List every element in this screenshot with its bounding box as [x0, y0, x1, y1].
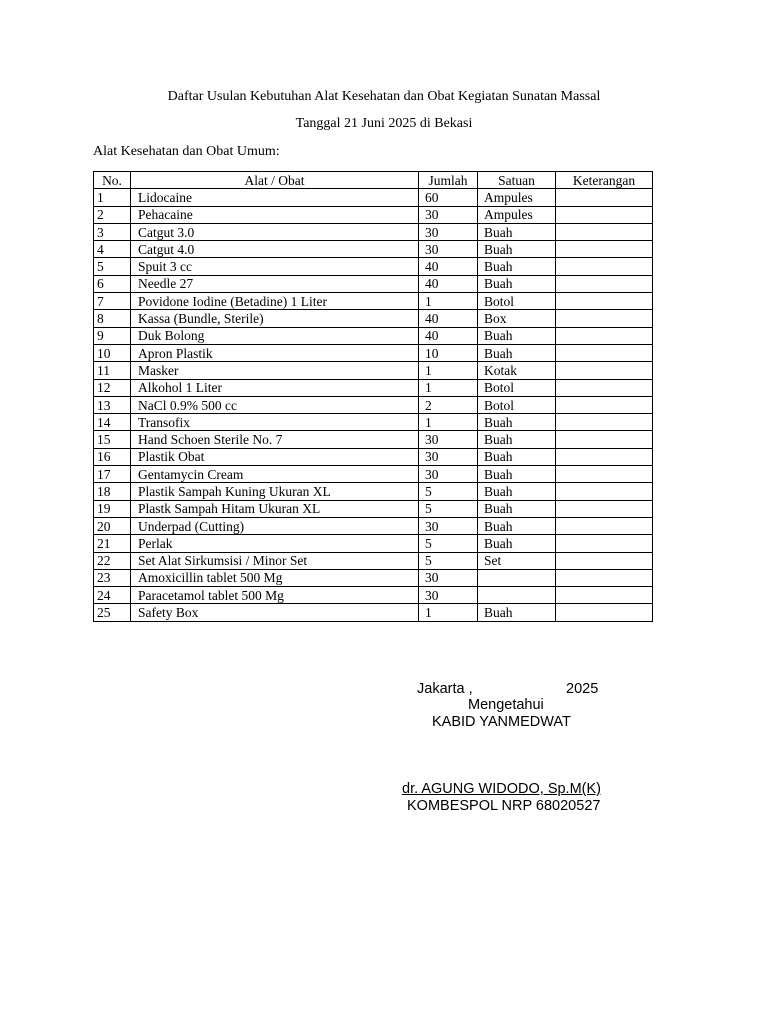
cell-unit — [478, 587, 556, 604]
cell-item: Kassa (Bundle, Sterile) — [131, 310, 419, 327]
cell-item: NaCl 0.9% 500 cc — [131, 396, 419, 413]
table-row — [94, 414, 653, 431]
table-row — [94, 258, 653, 275]
cell-unit: Botol — [478, 293, 556, 310]
table-row — [94, 466, 653, 483]
table-row — [94, 241, 653, 258]
cell-no: 12 — [94, 379, 131, 396]
table-row — [94, 500, 653, 517]
cell-no: 7 — [94, 293, 131, 310]
cell-note — [556, 258, 653, 275]
cell-no: 22 — [94, 552, 131, 569]
cell-note — [556, 293, 653, 310]
cell-unit: Buah — [478, 241, 556, 258]
table-row — [94, 569, 653, 586]
cell-item: Amoxicillin tablet 500 Mg — [131, 569, 419, 586]
cell-no: 23 — [94, 569, 131, 586]
cell-item: Masker — [131, 362, 419, 379]
cell-unit: Box — [478, 310, 556, 327]
cell-unit: Ampules — [478, 206, 556, 223]
cell-note — [556, 431, 653, 448]
signature-year: 2025 — [566, 681, 599, 697]
cell-note — [556, 223, 653, 240]
cell-item: Spuit 3 cc — [131, 258, 419, 275]
cell-item: Gentamycin Cream — [131, 466, 419, 483]
table-row — [94, 362, 653, 379]
cell-note — [556, 344, 653, 361]
cell-qty: 1 — [419, 293, 478, 310]
table-row — [94, 275, 653, 292]
cell-unit: Buah — [478, 500, 556, 517]
header-qty: Jumlah — [419, 172, 478, 189]
document-title: Daftar Usulan Kebutuhan Alat Kesehatan dan Obat Kegiatan Sunatan Massal — [167, 89, 601, 104]
document-date: Tanggal 21 Juni 2025 di Bekasi — [295, 116, 473, 131]
cell-note — [556, 379, 653, 396]
signature-acknowledged: Mengetahui — [468, 697, 544, 713]
cell-qty: 30 — [419, 448, 478, 465]
cell-no: 11 — [94, 362, 131, 379]
header-no: No. — [94, 172, 131, 189]
cell-no: 4 — [94, 241, 131, 258]
table-body — [94, 189, 653, 621]
cell-item: Apron Plastik — [131, 344, 419, 361]
header-unit: Satuan — [478, 172, 556, 189]
cell-no: 13 — [94, 396, 131, 413]
table-row — [94, 327, 653, 344]
cell-note — [556, 552, 653, 569]
cell-no: 14 — [94, 414, 131, 431]
table-row — [94, 396, 653, 413]
table-row — [94, 552, 653, 569]
cell-note — [556, 310, 653, 327]
cell-unit: Buah — [478, 517, 556, 534]
cell-qty: 40 — [419, 258, 478, 275]
cell-note — [556, 275, 653, 292]
cell-qty: 30 — [419, 223, 478, 240]
cell-unit: Buah — [478, 414, 556, 431]
cell-note — [556, 517, 653, 534]
cell-no: 1 — [94, 189, 131, 206]
cell-note — [556, 448, 653, 465]
table-row — [94, 344, 653, 361]
cell-unit: Buah — [478, 448, 556, 465]
cell-note — [556, 587, 653, 604]
cell-unit: Buah — [478, 258, 556, 275]
table-row — [94, 206, 653, 223]
cell-qty: 60 — [419, 189, 478, 206]
table-row — [94, 189, 653, 206]
cell-qty: 30 — [419, 569, 478, 586]
cell-item: Needle 27 — [131, 275, 419, 292]
cell-unit: Buah — [478, 604, 556, 621]
cell-item: Alkohol 1 Liter — [131, 379, 419, 396]
cell-no: 5 — [94, 258, 131, 275]
cell-item: Duk Bolong — [131, 327, 419, 344]
cell-qty: 30 — [419, 431, 478, 448]
cell-qty: 30 — [419, 206, 478, 223]
cell-qty: 1 — [419, 604, 478, 621]
cell-item: Catgut 3.0 — [131, 223, 419, 240]
cell-unit: Buah — [478, 483, 556, 500]
cell-no: 21 — [94, 535, 131, 552]
cell-item: Paracetamol tablet 500 Mg — [131, 587, 419, 604]
cell-unit: Buah — [478, 431, 556, 448]
table-row — [94, 483, 653, 500]
cell-unit: Set — [478, 552, 556, 569]
cell-note — [556, 189, 653, 206]
cell-unit: Kotak — [478, 362, 556, 379]
cell-unit: Buah — [478, 466, 556, 483]
cell-no: 2 — [94, 206, 131, 223]
cell-note — [556, 466, 653, 483]
cell-note — [556, 396, 653, 413]
table-row — [94, 587, 653, 604]
cell-note — [556, 569, 653, 586]
cell-item: Catgut 4.0 — [131, 241, 419, 258]
cell-qty: 30 — [419, 587, 478, 604]
cell-qty: 5 — [419, 500, 478, 517]
cell-no: 19 — [94, 500, 131, 517]
cell-item: Set Alat Sirkumsisi / Minor Set — [131, 552, 419, 569]
cell-no: 3 — [94, 223, 131, 240]
cell-no: 18 — [94, 483, 131, 500]
cell-unit: Botol — [478, 396, 556, 413]
table-row — [94, 293, 653, 310]
table-row — [94, 379, 653, 396]
cell-qty: 5 — [419, 535, 478, 552]
cell-qty: 1 — [419, 379, 478, 396]
cell-qty: 5 — [419, 552, 478, 569]
cell-unit: Botol — [478, 379, 556, 396]
cell-item: Plastik Sampah Kuning Ukuran XL — [131, 483, 419, 500]
cell-note — [556, 604, 653, 621]
section-label: Alat Kesehatan dan Obat Umum: — [93, 144, 280, 159]
table-row — [94, 517, 653, 534]
cell-no: 20 — [94, 517, 131, 534]
cell-unit: Buah — [478, 275, 556, 292]
cell-no: 15 — [94, 431, 131, 448]
table-row — [94, 431, 653, 448]
cell-item: Povidone Iodine (Betadine) 1 Liter — [131, 293, 419, 310]
cell-qty: 30 — [419, 517, 478, 534]
cell-note — [556, 327, 653, 344]
cell-unit: Ampules — [478, 189, 556, 206]
cell-item: Hand Schoen Sterile No. 7 — [131, 431, 419, 448]
cell-item: Perlak — [131, 535, 419, 552]
signature-role: KABID YANMEDWAT — [432, 714, 571, 730]
cell-qty: 2 — [419, 396, 478, 413]
cell-qty: 5 — [419, 483, 478, 500]
cell-note — [556, 500, 653, 517]
table-row — [94, 535, 653, 552]
cell-item: Underpad (Cutting) — [131, 517, 419, 534]
cell-qty: 40 — [419, 310, 478, 327]
cell-no: 25 — [94, 604, 131, 621]
cell-qty: 1 — [419, 362, 478, 379]
cell-qty: 30 — [419, 466, 478, 483]
items-table — [93, 171, 653, 622]
cell-no: 24 — [94, 587, 131, 604]
table-row — [94, 223, 653, 240]
cell-qty: 1 — [419, 414, 478, 431]
cell-unit: Buah — [478, 344, 556, 361]
cell-item: Safety Box — [131, 604, 419, 621]
cell-note — [556, 241, 653, 258]
cell-no: 17 — [94, 466, 131, 483]
cell-no: 8 — [94, 310, 131, 327]
cell-note — [556, 362, 653, 379]
table-row — [94, 310, 653, 327]
cell-unit: Buah — [478, 223, 556, 240]
cell-note — [556, 483, 653, 500]
header-note: Keterangan — [556, 172, 653, 189]
cell-no: 16 — [94, 448, 131, 465]
cell-no: 10 — [94, 344, 131, 361]
cell-no: 9 — [94, 327, 131, 344]
cell-qty: 40 — [419, 275, 478, 292]
cell-note — [556, 414, 653, 431]
cell-unit: Buah — [478, 535, 556, 552]
table-row — [94, 448, 653, 465]
table-header-row — [94, 172, 653, 189]
cell-item: Lidocaine — [131, 189, 419, 206]
cell-qty: 10 — [419, 344, 478, 361]
cell-qty: 40 — [419, 327, 478, 344]
signature-place: Jakarta , — [417, 681, 473, 697]
signature-rank-nrp: KOMBESPOL NRP 68020527 — [407, 798, 601, 814]
header-item: Alat / Obat — [131, 172, 419, 189]
cell-item: Transofix — [131, 414, 419, 431]
cell-no: 6 — [94, 275, 131, 292]
cell-note — [556, 206, 653, 223]
signature-name: dr. AGUNG WIDODO, Sp.M(K) — [402, 781, 601, 797]
table-row — [94, 604, 653, 621]
cell-item: Plastk Sampah Hitam Ukuran XL — [131, 500, 419, 517]
cell-unit: Buah — [478, 327, 556, 344]
cell-item: Plastik Obat — [131, 448, 419, 465]
cell-item: Pehacaine — [131, 206, 419, 223]
cell-note — [556, 535, 653, 552]
cell-unit — [478, 569, 556, 586]
cell-qty: 30 — [419, 241, 478, 258]
